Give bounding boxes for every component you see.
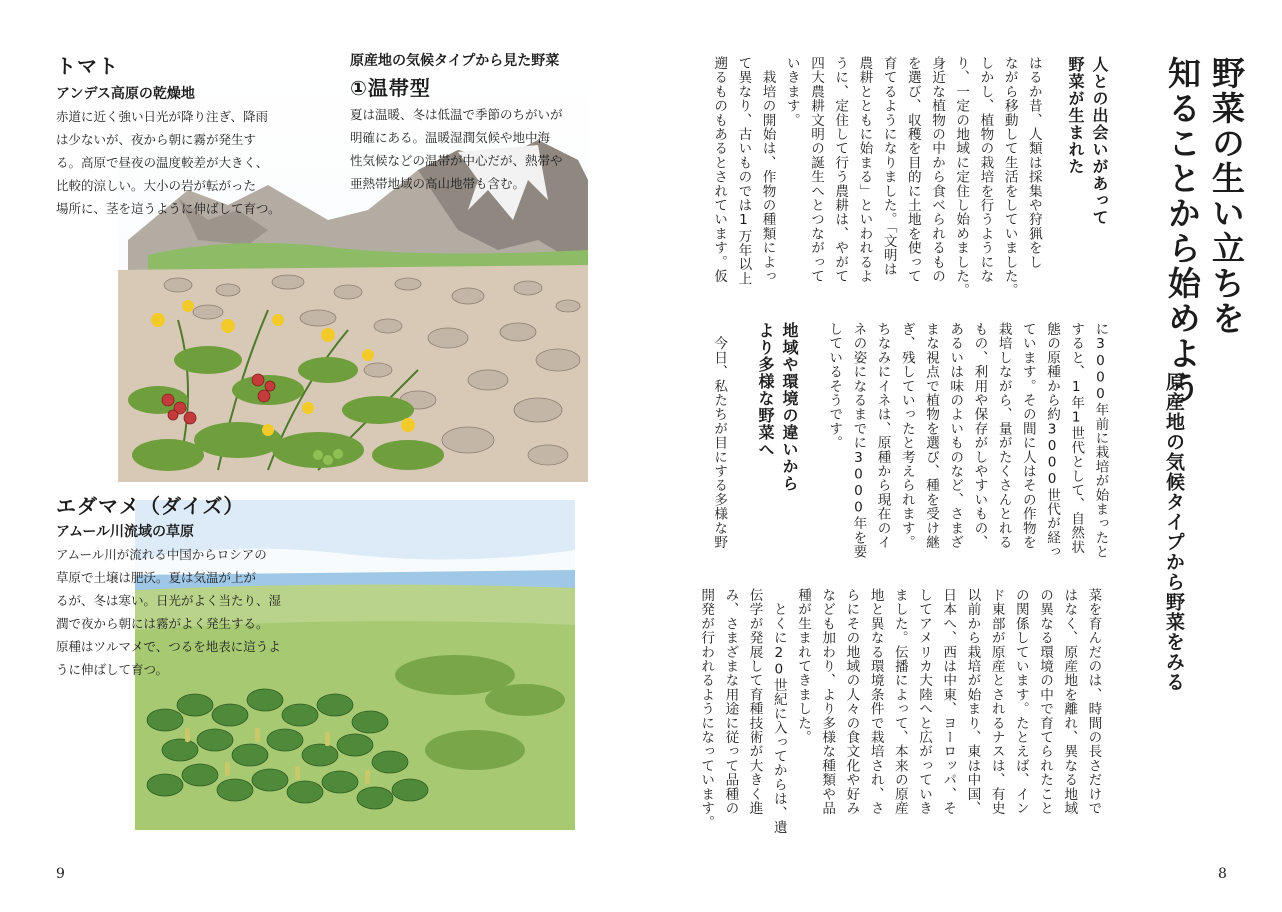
chapter-title: 野菜の生い立ちを 知ることから始めよう: [1163, 56, 1246, 406]
chapter-subtitle: 原産地の気候タイプから野菜をみる: [1163, 372, 1185, 692]
climate-heading: 原産地の気候タイプから見た野菜: [350, 53, 560, 69]
right-page: [641, 0, 1282, 912]
tomato-description: 赤道に近く強い日光が降り注ぎ、降雨 は少ないが、夜から朝に霧が発生す る。高原で昼夜の温度較差が大きく、 比較的涼しい。大小の岩が転がった 場所に、茎を這うように伸ばして育つ。: [56, 109, 281, 216]
edamame-description: アムール川が流れる中国からロシアの 草原で土壌は肥沃。夏は気温が上が るが、冬は寒い。日光がよく当たり、湿 潤で夜から朝には霧がよく発生する。 原種はツルマメで、つるを地表に這うよ うに伸ばして育つ。: [56, 547, 282, 677]
climate-type-title: ①温帯型: [350, 76, 431, 100]
page-number-right: 8: [1218, 866, 1227, 882]
section2-body-intro: 今日、私たちが目にする多様な野: [711, 322, 728, 550]
climate-description: 夏は温暖、冬は低温で季節のちがいが 明確にある。温暖湿潤気候や地中海 性気候などの温帯が中心だが、熱帯や 亜熱帯地域の高山地帯も含む。: [350, 107, 563, 191]
section1-heading: 人との出会いがあって 野菜が生まれた: [1066, 56, 1109, 226]
tomato-title: トマト: [56, 54, 119, 78]
section2-heading: 地域や環境の違いから より多様な野菜へ: [756, 322, 799, 492]
climate-type-box: [350, 50, 590, 195]
section1-body-top: はるか昔、人類は採集や狩猟をし ながら移動して生活をしていました。 しかし、植物の栽培を行うようにな り、一定の地域に定住し始めました。 身近な植物の中から食べられるもの を選び、収穫を目的に土地を使って 育てるようになりました。「文明は 農耕とともに始まる」といわれるよ うに、定住して行う農耕は、やがて 四大農耕文明の誕生へとつながって いきます。 栽培の開始は、作物の種類によっ て異なり、古いものでは1万年以上 遡るものもあるとされています。仮: [711, 56, 1042, 298]
edamame-title: エダマメ（ダイズ）: [56, 494, 245, 518]
tomato-caption: [56, 50, 316, 220]
section1-body-middle: に3000年前に栽培が始まったと すると、1年1世代として、自然状 態の原種から約3000世代が経っ ています。その間に人はその作物を 栽培しながら、量がたくさんとれる もの、利用や保存がしやすいもの、 あるいは味のよいものなど、さまざ まな視点で植物を選び、種を受け継 ぎ、残していったと考えられます。 ちなみにイネは、原種から現在のイ ネの姿になるまでに3000年を要 しているそうです。: [826, 322, 1109, 559]
tomato-subtitle: アンデス高原の乾燥地: [56, 86, 195, 102]
edamame-caption: [56, 490, 316, 681]
edamame-subtitle: アムール川流域の草原: [56, 524, 195, 540]
section2-body-bottom: 菜を育んだのは、時間の長さだけで はなく、原産地を離れ、異なる地域 の異なる環境の中で育てられたこと の関係しています。たとえば、イン ド東部が原産とされるナスは、有史 以前から栽培が始まり、東は中国、 日本へ、西は中東、ヨーロッパ、そ してアメリカ大陸へと広がっていき ました。伝播によって、本来の原産 地と異なる環境条件で栽培され、さ らにその地域の人々の食文化や好み なども加わり、より多様な種類や品 種が生まれてきました。 とくに20世紀に入ってからは、遺 伝学が発展して育種技術が大きく進 み、さまざまな用途に従って品種の 開発が行われるようになっています。: [698, 588, 1102, 835]
page-number-left: 9: [56, 866, 65, 882]
